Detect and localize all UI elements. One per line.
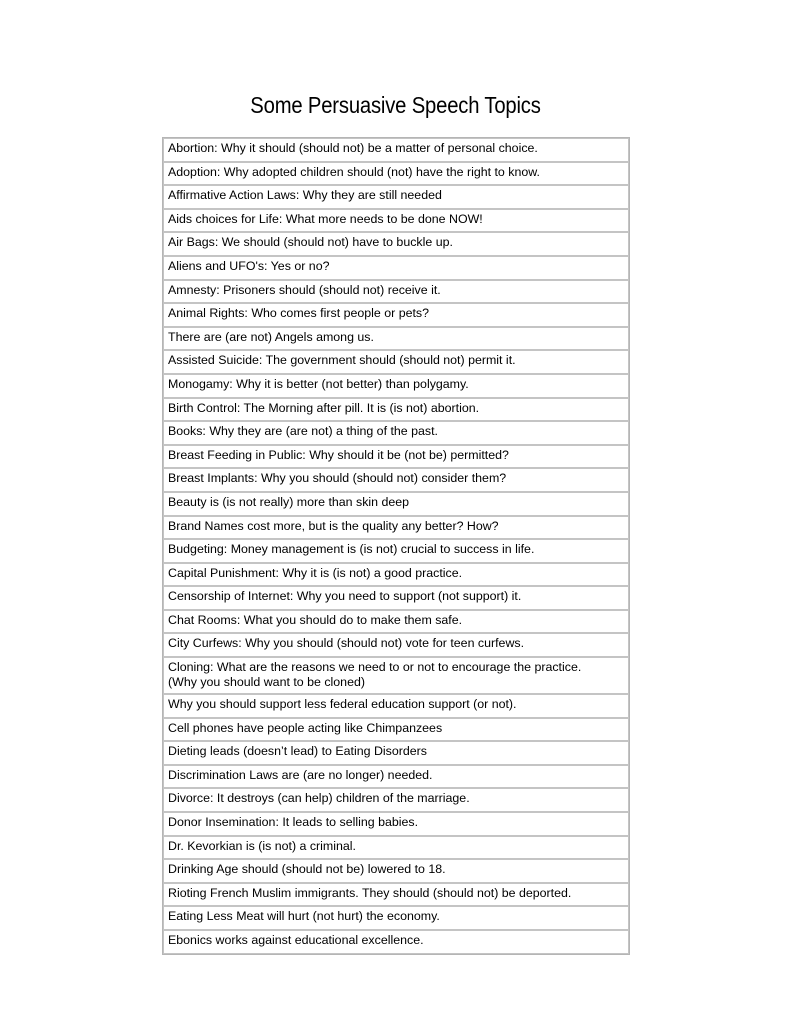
table-row [163, 633, 629, 657]
table-row [163, 812, 629, 836]
table-row [163, 883, 629, 907]
table-row [163, 610, 629, 634]
table-row [163, 836, 629, 860]
table-row [163, 162, 629, 186]
topic-cell: Discrimination Laws are (are no longer) needed. [163, 765, 629, 789]
topic-cell: Divorce: It destroys (can help) children of the marriage. [163, 788, 629, 812]
topic-cell: Rioting French Muslim immigrants. They should (should not) be deported. [163, 883, 629, 907]
table-row [163, 350, 629, 374]
table-row [163, 280, 629, 304]
topic-cell: Eating Less Meat will hurt (not hurt) the economy. [163, 906, 629, 930]
table-row [163, 906, 629, 930]
topic-cell: Donor Insemination: It leads to selling babies. [163, 812, 629, 836]
topic-cell: Dieting leads (doesn’t lead) to Eating Disorders [163, 741, 629, 765]
topic-cell: Chat Rooms: What you should do to make them safe. [163, 610, 629, 634]
topic-cell: Ebonics works against educational excellence. [163, 930, 629, 954]
topic-cell: Breast Implants: Why you should (should not) consider them? [163, 468, 629, 492]
table-row [163, 398, 629, 422]
topic-cell: Brand Names cost more, but is the quality any better? How? [163, 516, 629, 540]
topic-cell: Capital Punishment: Why it is (is not) a good practice. [163, 563, 629, 587]
table-row [163, 374, 629, 398]
topics-table [162, 137, 630, 955]
topic-cell: Why you should support less federal education support (or not). [163, 694, 629, 718]
table-row [163, 788, 629, 812]
table-row [163, 209, 629, 233]
topic-cell: Abortion: Why it should (should not) be a matter of personal choice. [163, 138, 629, 162]
topic-cell: Affirmative Action Laws: Why they are still needed [163, 185, 629, 209]
topic-cell: Air Bags: We should (should not) have to buckle up. [163, 232, 629, 256]
table-row [163, 539, 629, 563]
table-row [163, 657, 629, 694]
topic-cell: Adoption: Why adopted children should (not) have the right to know. [163, 162, 629, 186]
table-row [163, 563, 629, 587]
table-row [163, 586, 629, 610]
topic-cell: Aliens and UFO's: Yes or no? [163, 256, 629, 280]
table-row [163, 694, 629, 718]
topic-cell: Amnesty: Prisoners should (should not) receive it. [163, 280, 629, 304]
table-row [163, 741, 629, 765]
page-title: Some Persuasive Speech Topics [250, 92, 541, 118]
table-row [163, 232, 629, 256]
table-row [163, 765, 629, 789]
table-row [163, 138, 629, 162]
topic-cell: There are (are not) Angels among us. [163, 327, 629, 351]
topic-cell: Breast Feeding in Public: Why should it be (not be) permitted? [163, 445, 629, 469]
table-row [163, 185, 629, 209]
topic-cell: City Curfews: Why you should (should not) vote for teen curfews. [163, 633, 629, 657]
topic-cell: Drinking Age should (should not be) lowered to 18. [163, 859, 629, 883]
topic-cell: Books: Why they are (are not) a thing of the past. [163, 421, 629, 445]
topic-cell: Cloning: What are the reasons we need to or not to encourage the practice. (Why you should want to be cloned) [163, 657, 629, 694]
table-row [163, 516, 629, 540]
table-row [163, 718, 629, 742]
table-row [163, 421, 629, 445]
table-row [163, 859, 629, 883]
table-row [163, 445, 629, 469]
topic-cell: Cell phones have people acting like Chimpanzees [163, 718, 629, 742]
table-row [163, 327, 629, 351]
table-row [163, 256, 629, 280]
table-row [163, 303, 629, 327]
topic-cell: Assisted Suicide: The government should (should not) permit it. [163, 350, 629, 374]
topic-cell: Censorship of Internet: Why you need to support (not support) it. [163, 586, 629, 610]
topic-cell: Beauty is (is not really) more than skin deep [163, 492, 629, 516]
topic-cell: Aids choices for Life: What more needs to be done NOW! [163, 209, 629, 233]
table-row [163, 930, 629, 954]
topic-cell: Birth Control: The Morning after pill. It is (is not) abortion. [163, 398, 629, 422]
topic-cell: Monogamy: Why it is better (not better) than polygamy. [163, 374, 629, 398]
table-row [163, 468, 629, 492]
topic-cell: Budgeting: Money management is (is not) crucial to success in life. [163, 539, 629, 563]
topic-cell: Dr. Kevorkian is (is not) a criminal. [163, 836, 629, 860]
topic-cell: Animal Rights: Who comes first people or pets? [163, 303, 629, 327]
table-row [163, 492, 629, 516]
